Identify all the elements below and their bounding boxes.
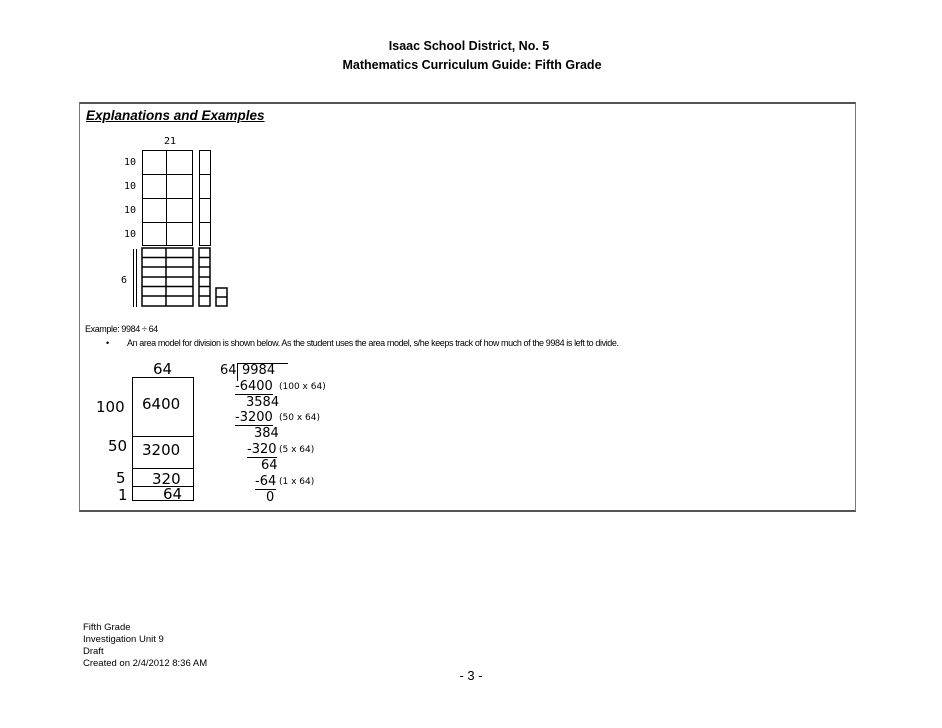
- grid-cell: [199, 198, 211, 223]
- grid-cell: [142, 150, 168, 175]
- division-step: -6400: [235, 379, 273, 394]
- division-step: 0: [266, 490, 275, 505]
- area2-row-label: 50: [108, 437, 128, 455]
- division-step: 384: [254, 426, 279, 441]
- grid-cell: [142, 198, 168, 223]
- header-district: Isaac School District, No. 5: [388, 39, 550, 53]
- area1-top-label: 21: [164, 136, 177, 147]
- area1-bottom-label: 6: [121, 275, 128, 286]
- division-step: 64: [261, 458, 278, 473]
- division-step: -320: [247, 442, 277, 457]
- area2-top-label: 64: [153, 360, 173, 378]
- dividend: 9984: [242, 363, 276, 378]
- area2-row-label: 1: [118, 486, 128, 504]
- footer-line: Investigation Unit 9: [83, 634, 164, 645]
- area2-row-value: 64: [163, 485, 183, 503]
- grid-cell: [142, 174, 168, 199]
- example-label: Example: 9984 ÷ 64: [85, 324, 158, 334]
- area2-row-value: 320: [152, 470, 181, 488]
- grid-cell: [166, 150, 193, 175]
- footer-line: Created on 2/4/2012 8:36 AM: [83, 658, 208, 669]
- footer-line: Draft: [83, 646, 104, 657]
- area1-row-label: 10: [124, 157, 137, 168]
- grid-cell: [199, 222, 211, 246]
- grid-cell: [166, 198, 193, 223]
- area2-row-value: 3200: [142, 441, 181, 459]
- division-step: 3584: [246, 395, 280, 410]
- page-number: - 3 -: [459, 668, 483, 683]
- division-step-note: (50 x 64): [279, 413, 320, 423]
- area1-row-label: 10: [124, 205, 137, 216]
- division-step-note: (1 x 64): [279, 477, 315, 487]
- area2-row-value: 6400: [142, 395, 181, 413]
- division-step: -64: [255, 474, 277, 489]
- footer-line: Fifth Grade: [83, 622, 131, 633]
- area2-row-label: 100: [96, 398, 125, 416]
- example-description: An area model for division is shown below. As the student uses the area model, s/he keeps track of how much of the 9984 is left to divide.: [127, 338, 619, 348]
- grid-cell: [166, 174, 193, 199]
- grid-cell: [199, 150, 211, 175]
- grid-cell: [142, 222, 168, 246]
- division-step: -3200: [235, 410, 273, 425]
- explanations-box: [79, 102, 856, 512]
- division-step-note: (100 x 64): [279, 382, 326, 392]
- area2-row-label: 5: [116, 469, 126, 487]
- header-guide-title: Mathematics Curriculum Guide: Fifth Grade: [342, 58, 602, 72]
- divisor: 64: [220, 363, 237, 378]
- grid-cell: [166, 222, 193, 246]
- bracket: [133, 249, 137, 307]
- area1-row-label: 10: [124, 229, 137, 240]
- bullet: •: [106, 338, 109, 348]
- strip-rows: [140, 246, 300, 310]
- area1-row-label: 10: [124, 181, 137, 192]
- section-title: Explanations and Examples: [86, 108, 265, 123]
- division-step-note: (5 x 64): [279, 445, 315, 455]
- grid-cell: [199, 174, 211, 199]
